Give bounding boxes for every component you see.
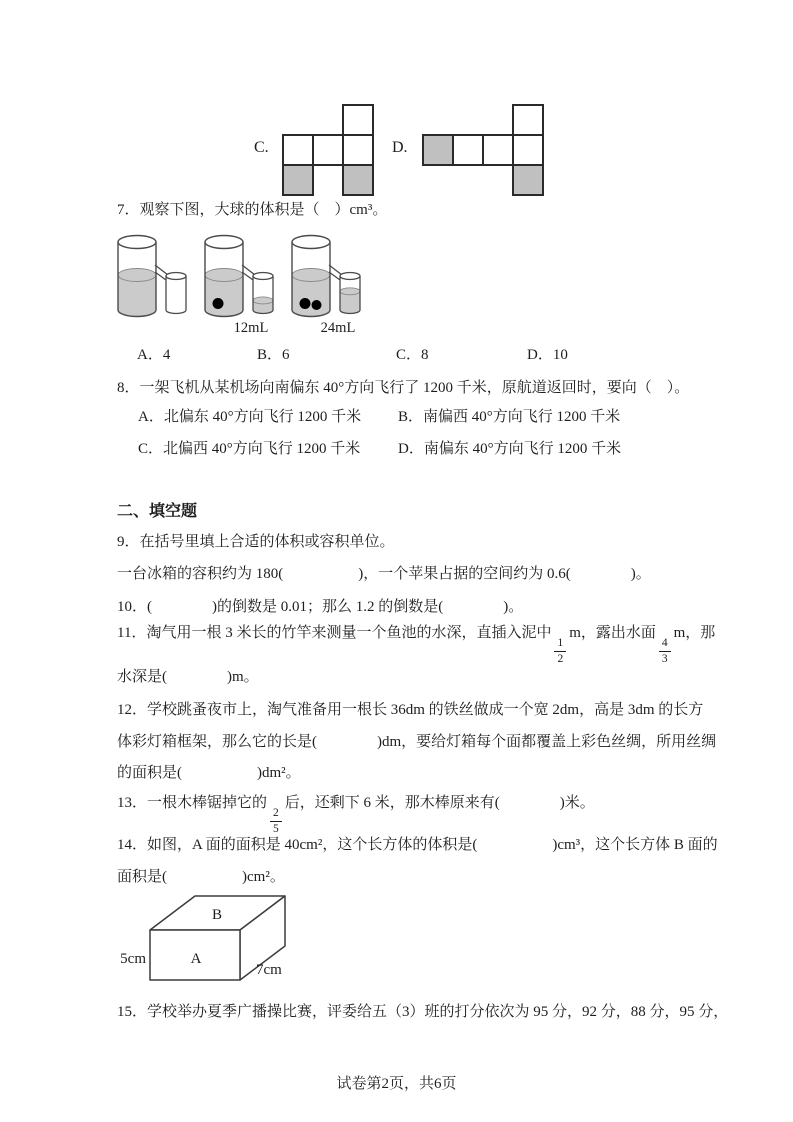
question-14-line2: 面积是( )cm²。: [117, 869, 285, 885]
section-2-header: 二、填空题: [117, 503, 198, 520]
question-8-option-b: B．南偏西 40°方向飞行 1200 千米: [398, 409, 621, 425]
question-12-line3: 的面积是( )dm²。: [117, 765, 301, 781]
question-11-seg2: m，露出水面: [569, 625, 656, 641]
cuboid-top-face-label: B: [211, 907, 223, 923]
cuboid-front-face-label: A: [190, 951, 202, 967]
cuboid-height-label: 5cm: [120, 951, 146, 967]
question-7-option-a: A．4: [137, 347, 171, 363]
cuboid-figure: [110, 888, 350, 988]
question-12-line1: 12．学校跳蚤夜市上，淘气准备用一根长 36dm 的铁丝做成一个宽 2dm，高是 3dm 的长方: [117, 702, 704, 718]
question-7-option-b: B．6: [257, 347, 290, 363]
question-11-seg3: m，那: [673, 625, 716, 641]
page-footer: 试卷第2页，共6页: [336, 1076, 457, 1092]
question-13-seg1: 13．一根木棒锯掉它的: [117, 795, 268, 811]
question-8-option-d: D．南偏东 40°方向飞行 1200 千米: [398, 441, 622, 457]
question-10-text: 10．( )的倒数是 0.01；那么 1.2 的倒数是( )。: [117, 599, 524, 615]
question-8-option-c: C．北偏西 40°方向飞行 1200 千米: [138, 441, 361, 457]
fraction-four-thirds: $\frac{4}{3}$: [659, 638, 671, 665]
beaker-volume-label: 12mL: [233, 320, 269, 336]
question-8-option-a: A．北偏东 40°方向飞行 1200 千米: [138, 409, 362, 425]
question-7-text: 7．观察下图，大球的体积是（ ）cm³。: [117, 202, 388, 218]
fraction-two-fifths: $\frac{2}{5}$: [270, 808, 282, 835]
question-13-seg2: 后，还剩下 6 米，那木棒原来有( )米。: [284, 795, 595, 811]
question-11-text: [117, 622, 715, 665]
fraction-one-half: $\frac{1}{2}$: [554, 638, 566, 665]
question-11-seg1: 11．淘气用一根 3 米长的竹竿来测量一个鱼池的水深，直插入泥中: [117, 625, 552, 641]
net-d-label: D.: [392, 139, 408, 156]
cube-net-d-figure: [421, 103, 546, 198]
cuboid-depth-label: 7cm: [256, 962, 282, 978]
question-14-line1: 14．如图，A 面的面积是 40cm²，这个长方体的体积是( )cm³，这个长方体 B 面的: [117, 837, 718, 853]
displacement-experiment-figure: [108, 226, 408, 338]
question-9-text: 9．在括号里填上合适的体积或容积单位。: [117, 534, 395, 550]
question-8-text: 8．一架飞机从某机场向南偏东 40°方向飞行了 1200 千米，原航道返回时，要向（ ）。: [117, 380, 690, 396]
net-c-label: C.: [254, 139, 269, 156]
question-15-text: 15．学校举办夏季广播操比赛，评委给五（3）班的打分依次为 95 分，92 分，88 分，95 分，: [117, 1004, 729, 1020]
cube-net-c-figure: [281, 103, 376, 198]
question-11-line2: 水深是( )m。: [117, 669, 259, 685]
question-7-option-c: C．8: [396, 347, 429, 363]
question-12-line2: 体彩灯箱框架，那么它的长是( )dm，要给灯箱每个面都覆盖上彩色丝绸，所用丝绸: [117, 734, 717, 750]
question-7-option-d: D．10: [527, 347, 568, 363]
beaker-volume-label: 24mL: [320, 320, 356, 336]
question-13-text: [117, 792, 595, 835]
question-9-blanks: 一台冰箱的容积约为 180( )，一个苹果占据的空间约为 0.6( )。: [117, 566, 651, 582]
